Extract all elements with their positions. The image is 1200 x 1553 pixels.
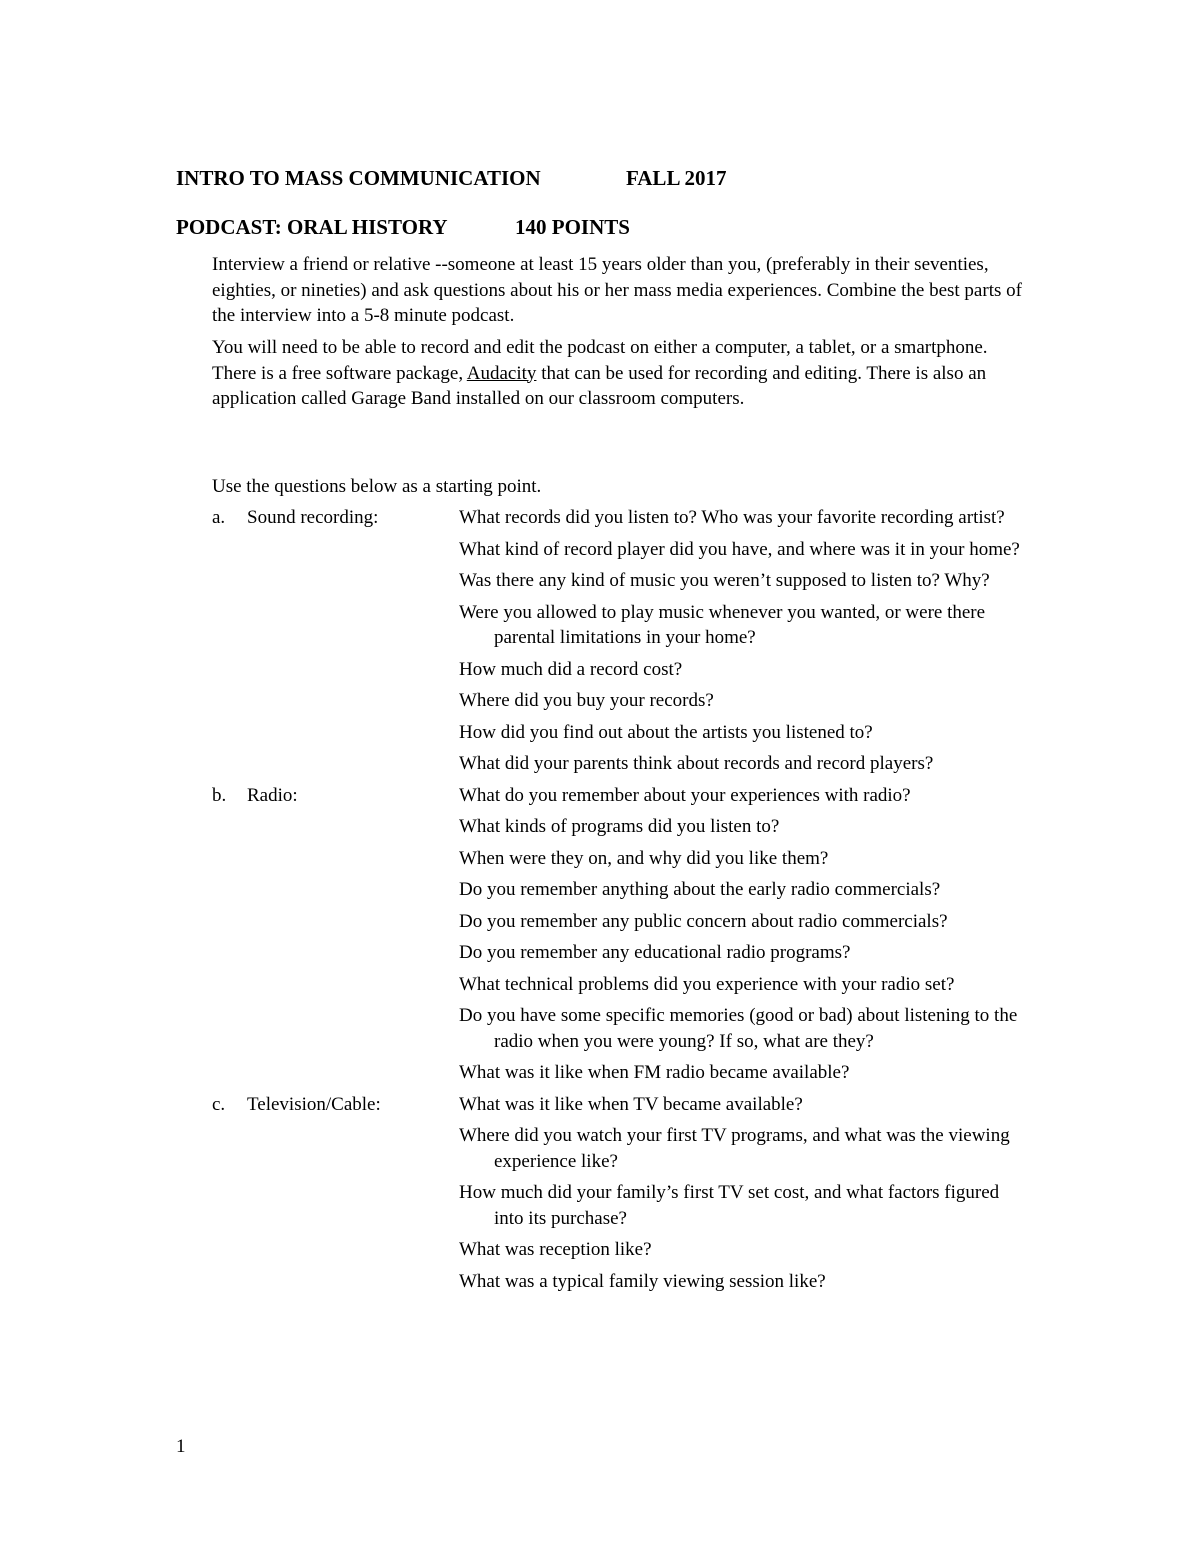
question-text: Do you have some specific memories (good or bad) about listening to the radio when you were young? If so, what are they? — [459, 1005, 1018, 1052]
question-text: What was a typical family viewing session like? — [459, 1270, 826, 1292]
question-text: What kinds of programs did you listen to? — [459, 816, 780, 837]
question-row — [212, 537, 1032, 563]
section-category: Radio: — [247, 784, 298, 806]
question-row — [212, 600, 1032, 651]
question-text: Were you allowed to play music whenever you wanted, or were there parental limitations in your home? — [459, 601, 986, 648]
question-text: How much did your family’s first TV set cost, and what factors figured into its purchase? — [459, 1182, 1000, 1229]
questions-intro: Use the questions below as a starting point. — [212, 476, 542, 497]
section-letter: b. — [212, 784, 227, 806]
question-row — [212, 972, 1032, 998]
question-row — [212, 1123, 1032, 1174]
question-text: Where did you watch your first TV programs, and what was the viewing experience like? — [459, 1125, 1010, 1172]
question-row — [212, 1237, 1032, 1263]
question-row — [212, 1060, 1032, 1086]
question-row — [212, 1092, 1032, 1118]
software-paragraph — [212, 335, 1032, 412]
question-row — [212, 568, 1032, 594]
question-text: What do you remember about your experiences with radio? — [459, 784, 911, 806]
question-row — [212, 505, 1032, 531]
question-text: Where did you buy your records? — [459, 690, 714, 711]
question-text: How did you find out about the artists you listened to? — [459, 721, 873, 743]
question-text: How much did a record cost? — [459, 658, 683, 680]
question-row — [212, 1180, 1032, 1231]
question-text: Do you remember any educational radio programs? — [459, 942, 851, 963]
question-text: What was reception like? — [459, 1239, 652, 1260]
course-heading — [176, 166, 727, 191]
course-title: INTRO TO MASS COMMUNICATION — [176, 166, 541, 190]
audacity-link[interactable]: Audacity — [466, 362, 537, 384]
question-text: Do you remember anything about the early radio commercials? — [459, 879, 941, 900]
question-text: What kind of record player did you have, and where was it in your home? — [459, 538, 1020, 560]
software-text-after: that can be used for recording and editing. There is also an application called Garage Band installed on our classroom computers. — [212, 362, 987, 409]
section-category: Television/Cable: — [247, 1093, 381, 1115]
instructions-paragraph: Interview a friend or relative --someone at least 15 years older than you, (preferably in their seventies, eighties, or nineties) and ask questions about his or her mass media experiences. Combine the best parts of the interview into a 5-8 minute podcast. — [212, 254, 1022, 326]
question-row — [212, 688, 1032, 714]
question-text: What records did you listen to? Who was your favorite recording artist? — [459, 507, 1005, 528]
question-row — [212, 1003, 1032, 1054]
question-row — [212, 1269, 1032, 1295]
question-text: What was it like when TV became available? — [459, 1093, 803, 1115]
question-text: When were they on, and why did you like them? — [459, 847, 829, 869]
question-row — [212, 877, 1032, 903]
question-row — [212, 783, 1032, 809]
points-label: 140 POINTS — [515, 215, 630, 239]
question-row — [212, 720, 1032, 746]
question-text: What was it like when FM radio became available? — [459, 1062, 850, 1083]
assignment-heading — [176, 215, 630, 240]
section-letter: c. — [212, 1093, 226, 1115]
question-text: Do you remember any public concern about radio commercials? — [459, 910, 948, 932]
software-text-before: You will need to be able to record and edit the podcast on either a computer, a tablet, or a smartphone. There is a free software package, — [212, 337, 988, 384]
question-text: Was there any kind of music you weren’t supposed to listen to? Why? — [459, 570, 990, 591]
page-number: 1 — [176, 1436, 186, 1457]
section-category: Sound recording: — [247, 507, 379, 528]
assignment-title: PODCAST: ORAL HISTORY — [176, 215, 448, 239]
question-row — [212, 814, 1032, 840]
question-row — [212, 909, 1032, 935]
question-text: What technical problems did you experience with your radio set? — [459, 973, 955, 995]
question-row — [212, 657, 1032, 683]
term-label: FALL 2017 — [626, 166, 727, 190]
question-row — [212, 940, 1032, 966]
question-row — [212, 846, 1032, 872]
section-letter: a. — [212, 507, 226, 528]
question-text: What did your parents think about records and record players? — [459, 753, 934, 774]
question-list — [212, 505, 1032, 1300]
question-row — [212, 751, 1032, 777]
